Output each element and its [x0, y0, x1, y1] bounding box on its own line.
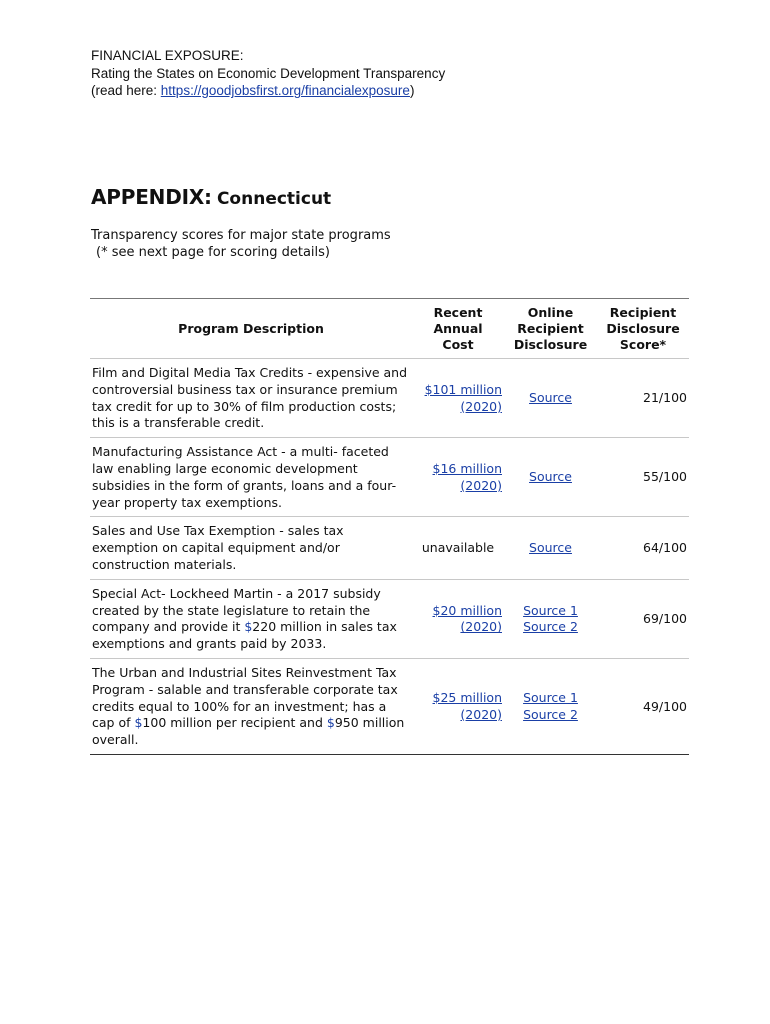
table-row: [90, 658, 689, 754]
disclosure-cell: [504, 359, 597, 438]
intro-text: [91, 227, 391, 261]
intro-line-1: Transparency scores for major state programs: [91, 228, 391, 243]
program-description: The Urban and Industrial Sites Reinvestment Tax Program - salable and transferable corporate tax credits equal to 100% for an investment; has a cap of $100 million per recipient and $950 million overall.: [90, 658, 412, 754]
program-description: Sales and Use Tax Exemption - sales tax exemption on capital equipment and/or construction materials.: [90, 517, 412, 579]
header-program-description: Program Description: [90, 299, 412, 359]
disclosure-cell: [504, 438, 597, 517]
cost-link[interactable]: $20 million: [432, 602, 502, 618]
source-1-link[interactable]: Source 1: [523, 690, 578, 706]
table-row: [90, 359, 689, 438]
report-url-link[interactable]: https://goodjobsfirst.org/financialexposure: [160, 83, 410, 98]
source-2-link[interactable]: Source 2: [523, 619, 578, 635]
table-row: [90, 579, 689, 658]
score-cell: 69/100: [597, 579, 689, 658]
header-online-recipient-disclosure: Online Recipient Disclosure: [504, 299, 597, 359]
cost-cell: [412, 658, 504, 754]
program-description: Film and Digital Media Tax Credits - expensive and controversial business tax or insurance premium tax credit for up to 30% of film production costs; this is a transferable credit.: [90, 359, 412, 438]
state-name: Connecticut: [216, 189, 332, 209]
report-subtitle: Rating the States on Economic Development Transparency: [91, 65, 446, 81]
cost-year-link[interactable]: (2020): [460, 398, 502, 414]
cost-year-link[interactable]: (2020): [460, 477, 502, 493]
disclosure-cell: [504, 579, 597, 658]
link-prefix: (read here:: [91, 83, 161, 98]
appendix-label: APPENDIX:: [91, 185, 212, 209]
table-row: [90, 517, 689, 579]
programs-table: [90, 298, 689, 755]
score-cell: 64/100: [597, 517, 689, 579]
cost-year-link[interactable]: (2020): [460, 706, 502, 722]
score-cell: 49/100: [597, 658, 689, 754]
score-cell: 55/100: [597, 438, 689, 517]
source-1-link[interactable]: Source 1: [523, 602, 578, 618]
cost-link[interactable]: $16 million: [432, 460, 502, 476]
cost-year-link[interactable]: (2020): [460, 619, 502, 635]
header-recent-annual-cost: Recent Annual Cost: [412, 299, 504, 359]
cost-link[interactable]: $25 million: [432, 690, 502, 706]
appendix-heading: [91, 185, 331, 209]
cost-cell: [412, 579, 504, 658]
source-2-link[interactable]: Source 2: [523, 706, 578, 722]
cost-cell: unavailable: [412, 517, 504, 579]
link-suffix: ): [409, 83, 415, 98]
source-link[interactable]: Source: [529, 540, 572, 556]
program-description: Special Act- Lockheed Martin - a 2017 subsidy created by the state legislature to retain the company and provide it $220 million in sales tax exemptions and grants paid by 2033.: [90, 579, 412, 658]
cost-cell: [412, 438, 504, 517]
cost-link[interactable]: $101 million: [424, 381, 502, 397]
disclosure-cell: [504, 517, 597, 579]
cost-cell: [412, 359, 504, 438]
score-cell: 21/100: [597, 359, 689, 438]
disclosure-cell: [504, 658, 597, 754]
report-header: [91, 47, 445, 100]
header-disclosure-score: Recipient Disclosure Score*: [597, 299, 689, 359]
report-link-line: [91, 82, 445, 100]
source-link[interactable]: Source: [529, 469, 572, 485]
report-title: FINANCIAL EXPOSURE:: [91, 48, 244, 63]
table-header-row: [90, 299, 689, 359]
table-row: [90, 438, 689, 517]
program-description: Manufacturing Assistance Act - a multi- faceted law enabling large economic development subsidies in the form of grants, loans and a four-year property tax exemptions.: [90, 438, 412, 517]
intro-line-2: (* see next page for scoring details): [96, 245, 330, 260]
source-link[interactable]: Source: [529, 390, 572, 406]
